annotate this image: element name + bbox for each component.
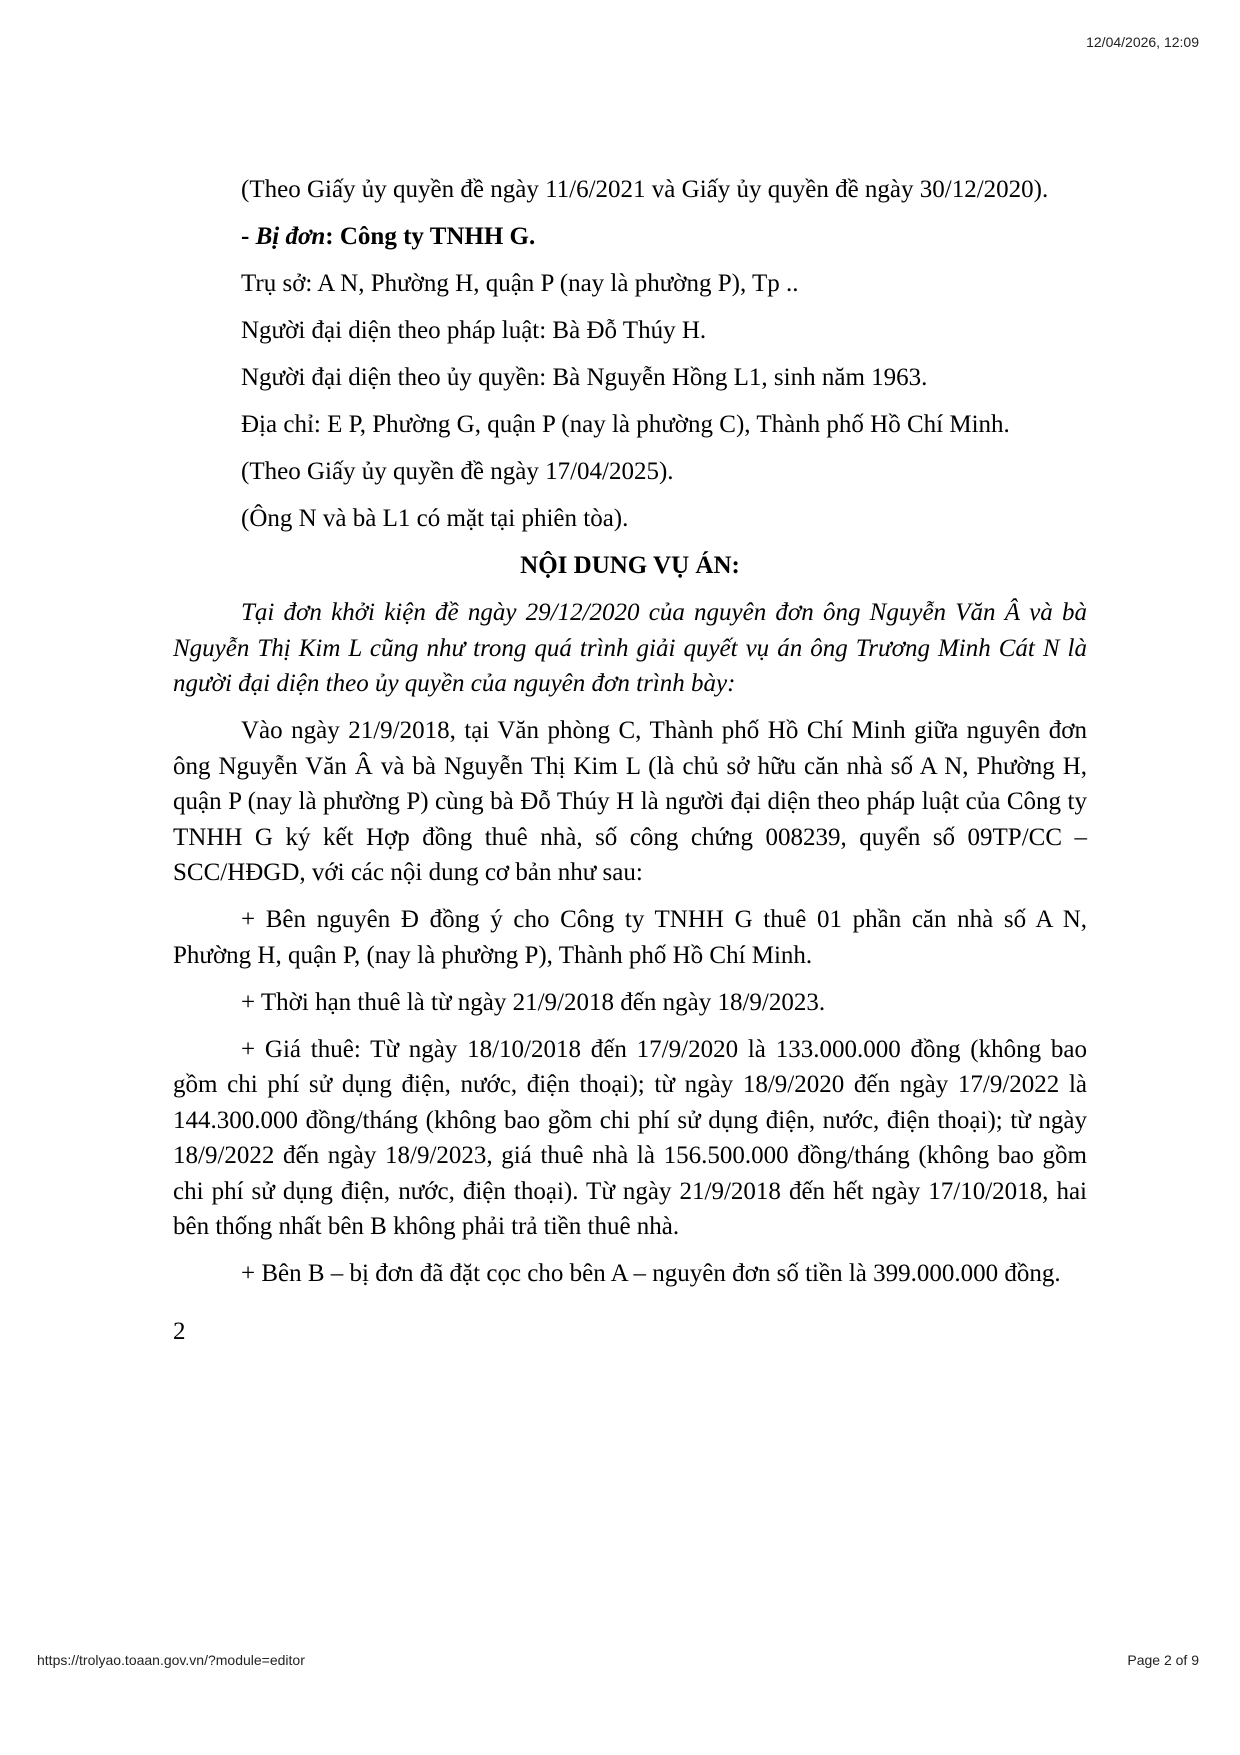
defendant-name: Công ty TNHH G. — [339, 223, 536, 250]
office-paragraph: Trụ sở: A N, Phường H, quận P (nay là phường P), Tp .. — [241, 270, 799, 297]
defendant-heading — [173, 219, 1087, 255]
defendant-colon: : — [325, 223, 340, 250]
page-number: 2 — [173, 1317, 186, 1345]
address-paragraph: Địa chỉ: E P, Phường G, quận P (nay là phường C), Thành phố Hồ Chí Minh. — [241, 411, 1010, 438]
intro-paragraph: Tại đơn khởi kiện đề ngày 29/12/2020 của nguyên đơn ông Nguyễn Văn Â và bà Nguyễn Thị Kim L cũng như trong quá trình giải quyết vụ án ông Trương Minh Cát N là người đại diện theo ủy quyền của nguyên đơn trình bày: — [173, 599, 1087, 697]
defendant-label: Bị đơn — [255, 223, 326, 250]
authorization-note-paragraph: (Theo Giấy ủy quyền đề ngày 11/6/2021 và Giấy ủy quyền đề ngày 30/12/2020). — [241, 176, 1049, 203]
attendance-paragraph: (Ông N và bà L1 có mặt tại phiên tòa). — [241, 505, 629, 532]
section-title: NỘI DUNG VỤ ÁN: — [520, 552, 740, 579]
print-footer-url: https://trolyao.toaan.gov.vn/?module=editor — [37, 1652, 305, 1668]
defendant-dash: - — [241, 223, 256, 250]
term-lease-object: + Bên nguyên Đ đồng ý cho Công ty TNHH G thuê 01 phần căn nhà số A N, Phường H, quận P, (nay là phường P), Thành phố Hồ Chí Minh. — [173, 906, 1087, 969]
term-deposit: + Bên B – bị đơn đã đặt cọc cho bên A – nguyên đơn số tiền là 399.000.000 đồng. — [241, 1260, 1061, 1287]
term-lease-period: + Thời hạn thuê là từ ngày 21/9/2018 đến ngày 18/9/2023. — [241, 988, 826, 1016]
term-lease-price: + Giá thuê: Từ ngày 18/10/2018 đến 17/9/2020 là 133.000.000 đồng (không bao gồm chi phí sử dụng điện, nước, điện thoại); từ ngày 18/9/2020 đến ngày 17/9/2022 là 144.300.000 đồng/tháng (không bao gồm chi phí sử dụng điện, nước, điện thoại); từ ngày 18/9/2022 đến ngày 18/9/2023, giá thuê nhà là 156.500.000 đồng/tháng (không bao gồm chi phí sử dụng điện, nước, điện thoại). Từ ngày 21/9/2018 đến hết ngày 17/10/2018, hai bên thống nhất bên B không phải trả tiền thuê nhà. — [173, 1035, 1087, 1240]
authorization-document-paragraph: (Theo Giấy ủy quyền đề ngày 17/04/2025). — [241, 458, 674, 485]
print-datetime: 12/04/2026, 12:09 — [1086, 34, 1199, 50]
print-page-indicator: Page 2 of 9 — [1127, 1652, 1199, 1668]
authorized-representative-paragraph: Người đại diện theo ủy quyền: Bà Nguyễn Hồng L1, sinh năm 1963. — [241, 364, 928, 391]
document-body — [173, 172, 1087, 1374]
contract-paragraph: Vào ngày 21/9/2018, tại Văn phòng C, Thành phố Hồ Chí Minh giữa nguyên đơn ông Nguyễn Văn Â và bà Nguyễn Thị Kim L (là chủ sở hữu căn nhà số A N, Phường H, quận P (nay là phường P) cùng bà Đỗ Thúy H là người đại diện theo pháp luật của Công ty TNHH G ký kết Hợp đồng thuê nhà, số công chứng 008239, quyển số 09TP/CC – SCC/HĐGD, với các nội dung cơ bản như sau: — [173, 717, 1087, 886]
legal-representative-paragraph: Người đại diện theo pháp luật: Bà Đỗ Thúy H. — [241, 317, 707, 344]
